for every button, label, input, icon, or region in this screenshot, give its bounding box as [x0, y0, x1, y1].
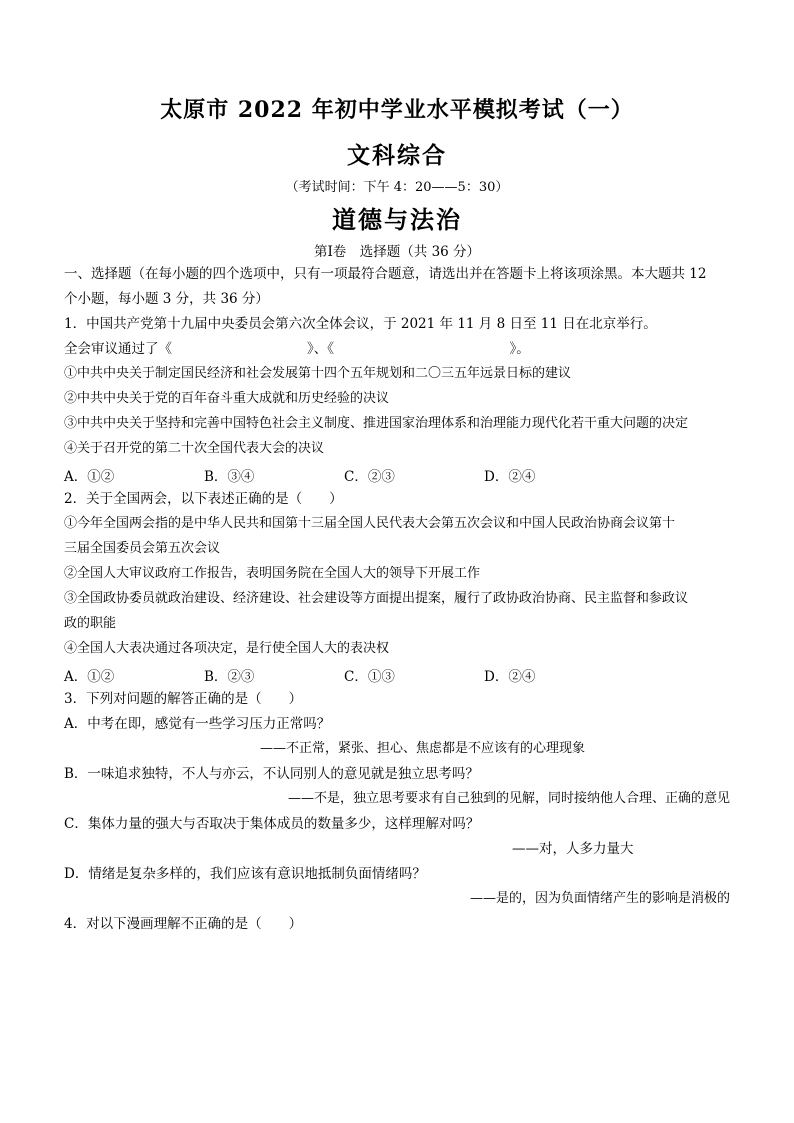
q2-item-3a: ③全国政协委员就政治建设、经济建设、社会建设等方面提出提案，履行了政协政治协商、民主监督和参政议: [64, 591, 689, 606]
q3-stem: 3．下列对问题的解答正确的是（ ）: [64, 691, 303, 707]
q2-option-a: A．①②: [64, 669, 115, 685]
q1-option-d: D．②④: [484, 469, 536, 485]
q3-option-b-question: B．一味追求独特，不人与亦云，不认同别人的意见就是独立思考吗？: [64, 766, 479, 782]
q2-item-1a: ①今年全国两会指的是中华人民共和国第十三届全国人民代表大会第五次会议和中国人民政治协商会议第十: [64, 516, 676, 531]
exam-title: 太原市 2022 年初中学业水平模拟考试（一）: [160, 97, 634, 123]
exam-subtitle: 文科综合: [347, 142, 447, 169]
q1-item-2: ②中共中央关于党的百年奋斗重大成就和历史经验的决议: [64, 391, 390, 406]
q1-stem-2: 全会审议通过了《 》、《 》。: [64, 341, 530, 357]
subject-title: 道德与法治: [332, 205, 462, 234]
q3-option-a-question: A．中考在即，感觉有一些学习压力正常吗？: [64, 716, 331, 732]
instructions-line-1: 一、选择题（在每小题的四个选项中，只有一项最符合题意，请选出并在答题卡上将该项涂黑。本大题共 12: [64, 266, 707, 282]
q2-item-3b: 政的职能: [64, 616, 117, 631]
q1-item-1: ①中共中央关于制定国民经济和社会发展第十四个五年规划和二〇三五年远景日标的建议: [64, 366, 572, 381]
q1-item-3: ③中共中央关于坚持和完善中国特色社会主义制度、推进国家治理体系和治理能力现代化若干重大问题的决定: [64, 416, 689, 431]
q4-stem: 4．对以下漫画理解不正确的是（ ）: [64, 916, 303, 932]
q2-item-1b: 三届全国委员会第五次会议: [64, 541, 221, 556]
q1-option-c: C．②③: [344, 469, 395, 485]
q2-item-2: ②全国人大审议政府工作报告，表明国务院在全国人大的领导下开展工作: [64, 566, 481, 581]
q1-option-b: B．③④: [204, 469, 255, 485]
q1-stem-1: 1．中国共产党第十九届中央委员会第六次全体会议，于 2021 年 11 月 8 日至 11 日在北京举行。: [64, 316, 657, 332]
instructions-line-2: 个小题，每小题 3 分，共 36 分）: [64, 291, 269, 307]
q1-item-4: ④关于召开党的第二十次全国代表大会的决议: [64, 441, 325, 456]
q3-option-c-answer: ——对，人多力量大: [512, 841, 634, 857]
q3-option-d-answer: ——是的，因为负面情绪产生的影响是消极的: [469, 891, 730, 906]
q2-option-b: B．②③: [204, 669, 255, 685]
q3-option-d-question: D．情绪是复杂多样的，我们应该有意识地抵制负面情绪吗？: [64, 866, 426, 882]
q3-option-b-answer: ——不是，独立思考要求有自己独到的见解，同时接纳他人合理、正确的意见: [287, 791, 730, 806]
q2-stem: 2．关于全国两会，以下表述正确的是（ ）: [64, 491, 343, 507]
q3-option-a-answer: ——不正常，紧张、担心、焦虑都是不应该有的心理现象: [260, 741, 586, 756]
exam-time: （考试时间：下午 4：20——5：30）: [285, 180, 509, 195]
section-heading: 第Ⅰ卷 选择题（共 36 分）: [313, 244, 481, 260]
q3-option-c-question: C．集体力量的强大与否取决于集体成员的数量多少，这样理解对吗？: [64, 816, 480, 832]
q2-option-c: C．①③: [344, 669, 395, 685]
q1-option-a: A．①②: [64, 469, 115, 485]
q2-item-4: ④全国人大表决通过各项决定，是行使全国人大的表决权: [64, 641, 390, 656]
q2-option-d: D．②④: [484, 669, 536, 685]
